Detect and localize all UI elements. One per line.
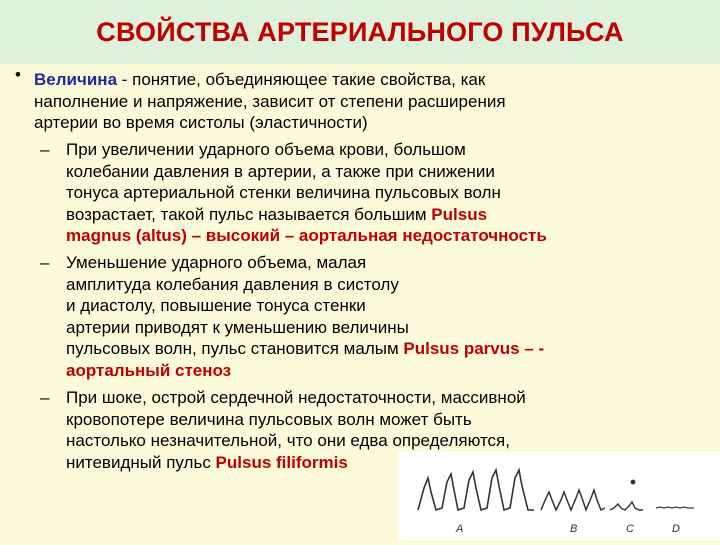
label-d: D <box>672 523 680 535</box>
aortic-stenosis-line: аортальный стеноз <box>66 360 232 380</box>
waveform-d <box>656 507 694 508</box>
pulse-waveform-svg <box>398 452 720 540</box>
waveform-c <box>610 502 643 510</box>
label-a: A <box>456 523 464 535</box>
sub1-line-1: При увеличении ударного объема крови, большом <box>66 140 466 159</box>
dash-marker: – <box>40 388 50 407</box>
term-velichina: Величина <box>34 70 118 89</box>
label-c: C <box>626 523 634 535</box>
sub2-line-5 <box>66 338 650 360</box>
sub2-line-2: амплитуда колебания давления в систолу <box>66 274 399 294</box>
waveform-a <box>418 470 534 510</box>
dash-marker: – <box>40 140 50 159</box>
bullet-line-1-text: - понятие, объединяющее такие свойства, как <box>117 70 486 89</box>
bullet-line-2: наполнение и напряжение, зависит от степени расширения <box>34 91 506 111</box>
pulsus-filiformis-term: Pulsus filiformis <box>215 452 348 472</box>
sub2-line-5-text: пульсовых волн, пульс становится малым <box>66 339 404 358</box>
waveform-c-dot <box>631 480 636 485</box>
pulsus-magnus-line: magnus (altus) – высокий – аортальная недостаточность <box>66 226 547 245</box>
waveform-b <box>541 490 605 510</box>
dash-marker: – <box>40 253 50 272</box>
sub2-line-3: и диастолу, повышение тонуса стенки <box>66 296 366 315</box>
sub-item-large-pulse <box>40 139 650 247</box>
sub3-line-3: настолько незначительной, что они едва определяются, <box>66 431 510 450</box>
sub1-line-4-text: возрастает, такой пульс называется большим <box>66 204 432 224</box>
sub2-line-4: артерии приводят к уменьшению величины <box>66 317 409 337</box>
sub-item-small-pulse <box>40 252 650 381</box>
sub1-line-3: тонуса артериальной стенки величина пульсовых волн <box>66 183 501 202</box>
sub3-line-4-text: нитевидный пульс <box>66 452 216 472</box>
sub3-line-2: кровопотере величина пульсовых волн может быть <box>66 409 472 429</box>
bullet-marker: • <box>15 65 21 84</box>
sub3-line-1: При шоке, острой сердечной недостаточности, массивной <box>66 388 526 407</box>
bullet-line-1 <box>34 69 634 91</box>
pulsus-term: Pulsus <box>431 204 488 224</box>
sub1-line-2: колебании давления в артерии, а также при снижении <box>66 161 495 181</box>
title-bar <box>0 0 720 64</box>
label-b: B <box>570 523 578 535</box>
pulsus-parvus-term: Pulsus parvus – - <box>403 339 545 358</box>
slide-title: СВОЙСТВА АРТЕРИАЛЬНОГО ПУЛЬСА <box>96 16 624 47</box>
sub1-line-4 <box>66 204 650 226</box>
bullet-line-3: артерии во время систолы (эластичности) <box>34 113 368 132</box>
pulse-waveform-figure <box>398 452 720 540</box>
sub2-line-1: Уменьшение ударного объема, малая <box>66 253 367 272</box>
bullet-text <box>34 69 634 134</box>
